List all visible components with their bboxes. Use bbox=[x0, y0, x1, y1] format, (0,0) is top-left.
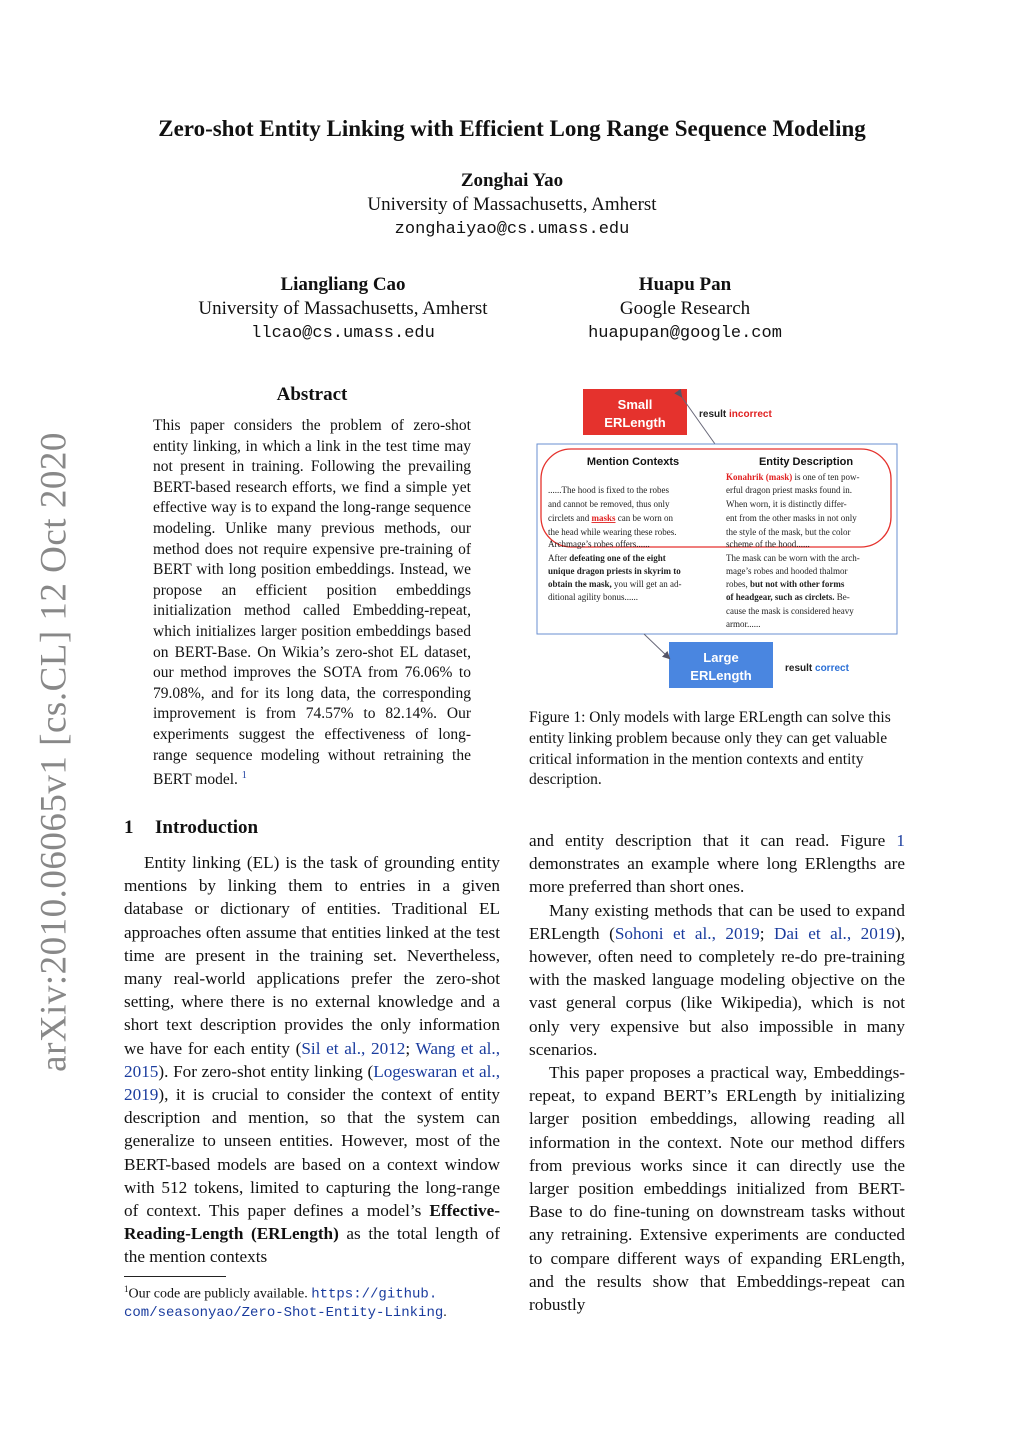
svg-text:After defeating one of the eig: After defeating one of the eight bbox=[548, 553, 666, 563]
footnote-mark: 1 bbox=[124, 1284, 129, 1294]
author-block-2 bbox=[163, 273, 523, 347]
svg-text:robes, but not with other form: robes, but not with other forms bbox=[726, 579, 845, 589]
right-column-text bbox=[529, 829, 905, 1316]
citation-sohoni[interactable]: Sohoni et al., 2019 bbox=[614, 923, 760, 943]
mention-contexts-heading: Mention Contexts bbox=[586, 456, 680, 468]
svg-text:circlets and masks can be worn: circlets and masks can be worn on bbox=[548, 513, 673, 523]
svg-text:ent from the other masks in no: ent from the other masks in not only bbox=[726, 513, 857, 523]
result-incorrect-label: result incorrect bbox=[699, 409, 772, 420]
result-correct-label: result correct bbox=[785, 663, 849, 674]
entity-description-text bbox=[726, 472, 860, 629]
section-title: Introduction bbox=[155, 817, 259, 838]
large-box-line1: Large bbox=[703, 650, 739, 665]
svg-text:The mask can be worn with the: The mask can be worn with the arch- bbox=[726, 553, 860, 563]
footnote: $^1$Our code are publicly available. https://github. com/seasonyao/Zero-Shot-Entity-Linking. bbox=[124, 1284, 447, 1321]
caption-label: Figure 1: bbox=[529, 709, 586, 726]
author-affiliation: University of Massachusetts, Amherst bbox=[367, 194, 657, 215]
mention-context-text bbox=[548, 485, 682, 602]
svg-text:scheme of the hood......: scheme of the hood...... bbox=[726, 539, 810, 549]
svg-text:Konahrik (mask) is one of ten: Konahrik (mask) is one of ten pow- bbox=[726, 472, 860, 482]
small-box-line2: ERLength bbox=[604, 415, 666, 430]
citation-wang[interactable]: Wang et al., 2015 bbox=[124, 1038, 501, 1081]
code-url[interactable]: https://github. com/seasonyao/Zero-Shot-Entity-Linking bbox=[124, 1286, 444, 1321]
author-email[interactable]: llcao@cs.umass.edu bbox=[251, 324, 435, 343]
svg-text:armor......: armor...... bbox=[726, 619, 761, 629]
author-affiliation: University of Massachusetts, Amherst bbox=[198, 298, 488, 319]
author-block-3 bbox=[545, 273, 825, 347]
abstract-heading: Abstract bbox=[276, 384, 348, 405]
svg-text:Archmage’s robes offers......: Archmage’s robes offers...... bbox=[548, 539, 650, 549]
svg-text:mage’s robes and hooded thalmo: mage’s robes and hooded thalmor bbox=[726, 566, 848, 576]
author-affiliation: Google Research bbox=[619, 298, 751, 319]
arrow-large bbox=[644, 634, 669, 658]
svg-text:the head while wearing these r: the head while wearing these robes. bbox=[548, 527, 677, 537]
arxiv-identifier: arXiv:2010.06065v1 [cs.CL] 12 Oct 2020 bbox=[33, 432, 75, 1072]
svg-text:......The hood is fixed to the: ......The hood is fixed to the robes bbox=[548, 485, 669, 495]
svg-text:cause the mask is considered h: cause the mask is considered heavy bbox=[726, 606, 854, 616]
author-name: Liangliang Cao bbox=[280, 274, 406, 295]
intro-paragraph-1: Entity linking (EL) is the task of grounding entity mentions by linking them to entries in a given database or dictionary of entities. Traditional EL approaches often assume that entities linked at the test time are present in the training set. Nevertheless, many real-world applications prefer the zero-shot setting, where there is no external knowledge and a short text description provides the only information we have for each entity (Sil et al., 2012; Wang et al., 2015). For zero-shot entity linking (Logeswaran et al., 2019), it is crucial to consider the context of entity description and mention, so that the system can generalize to unseen entities. However, most of the BERT-based models are based on a context window with 512 tokens, limited to capturing the long-range of context. This paper defines a model’s Effective-Reading-Length (ERLength) as the total length of the mention contexts bbox=[124, 853, 501, 1267]
svg-text:erful dragon priest masks foun: erful dragon priest masks found in. bbox=[726, 485, 852, 495]
svg-text:ditional agility bonus......: ditional agility bonus...... bbox=[548, 592, 638, 602]
left-column-text bbox=[124, 851, 500, 1269]
term-erlength: Effective-Reading-Length (ERLength) bbox=[124, 1201, 500, 1244]
author-name: Zonghai Yao bbox=[460, 170, 564, 191]
svg-text:unique dragon priests in skyri: unique dragon priests in skyrim to bbox=[548, 566, 681, 576]
intro-paragraph-3: This paper proposes a practical way, Embeddings-repeat, to expand BERT’s ERLength by initializing larger position embeddings, allowing reading all information in the context. Note our method differs from previous works since it can directly use the larger position embeddings initialized from BERT-Base to do fine-tuning on downstream tasks without any retraining. Extensive experiments are conducted to compare different ways of expanding ERLength, and the results show that Embeddings-repeat can robustly bbox=[529, 1063, 905, 1315]
svg-text:of headgear, such as circlets.: of headgear, such as circlets. Be- bbox=[726, 592, 850, 602]
figure-caption bbox=[529, 708, 905, 791]
svg-text:obtain the mask, you will get: obtain the mask, you will get an ad- bbox=[548, 579, 682, 589]
caption-text: Only models with large ERLength can solve this entity linking problem because only they can get valuable critical information in the mention contexts and entity description. bbox=[529, 709, 891, 789]
footnote-rule bbox=[124, 1276, 226, 1277]
intro-paragraph-2: Many existing methods that can be used to expand ERLength (Sohoni et al., 2019; Dai et al., 2019), however, often need to completely re-do pre-training with the masked language modeling objective on the vast general corpus (like Wikipedia), which is not only very expensive but also impossible in many scenarios. bbox=[529, 900, 906, 1059]
citation-logeswaran[interactable]: Logeswaran et al., 2019 bbox=[124, 1061, 500, 1105]
author-email[interactable]: huapupan@google.com bbox=[588, 324, 782, 343]
figure-ref[interactable]: 1 bbox=[896, 831, 905, 850]
citation-sil[interactable]: Sil et al., 2012 bbox=[301, 1038, 406, 1058]
small-box-line1: Small bbox=[617, 397, 653, 412]
svg-text:and cannot be removed, thus on: and cannot be removed, thus only bbox=[548, 499, 670, 509]
section-heading-introduction bbox=[124, 817, 258, 839]
intro-paragraph-1-continued: and entity description that it can read. Figure 1 demonstrates an example where long ERlengths are more preferred than short ones. bbox=[529, 831, 905, 897]
figure-1 bbox=[529, 386, 905, 696]
svg-text:the style of the mask, but the: the style of the mask, but the color bbox=[726, 527, 851, 537]
author-email[interactable]: zonghaiyao@cs.umass.edu bbox=[394, 220, 630, 239]
author-block-1 bbox=[312, 169, 712, 243]
paper-title: Zero-shot Entity Linking with Efficient Long Range Sequence Modeling bbox=[158, 116, 866, 141]
abstract-text bbox=[153, 416, 471, 791]
section-number: 1 bbox=[124, 817, 134, 838]
abstract-body: This paper considers the problem of zero-shot entity linking, in which a link in the test time may not present in training. Following the prevailing BERT-based research efforts, we find a simple yet effective way is to expand the long-range sequence modeling. Unlike many previous methods, our method does not require expensive pre-training of BERT with long position embeddings. Instead, we propose an efficient position embeddings initialization method called Embedding-repeat, which initializes larger position embeddings based on BERT-Base. On Wikia’s zero-shot EL dataset, our method improves the SOTA from 76.06% to 79.08%, and for its long data, the corresponding improvement is from 74.57% to 82.14%. Our experiments suggest the effectiveness of long-range sequence modeling without retraining the BERT model. bbox=[153, 417, 471, 789]
footnote-ref[interactable]: 1 bbox=[241, 770, 247, 782]
large-box-line2: ERLength bbox=[690, 668, 752, 683]
svg-text:When worn, it is distinctly di: When worn, it is distinctly differ- bbox=[726, 499, 847, 509]
citation-dai[interactable]: Dai et al., 2019 bbox=[773, 923, 895, 943]
author-name: Huapu Pan bbox=[638, 274, 732, 295]
entity-description-heading: Entity Description bbox=[758, 456, 854, 468]
footnote-text: Our code are publicly available. bbox=[128, 1286, 312, 1302]
